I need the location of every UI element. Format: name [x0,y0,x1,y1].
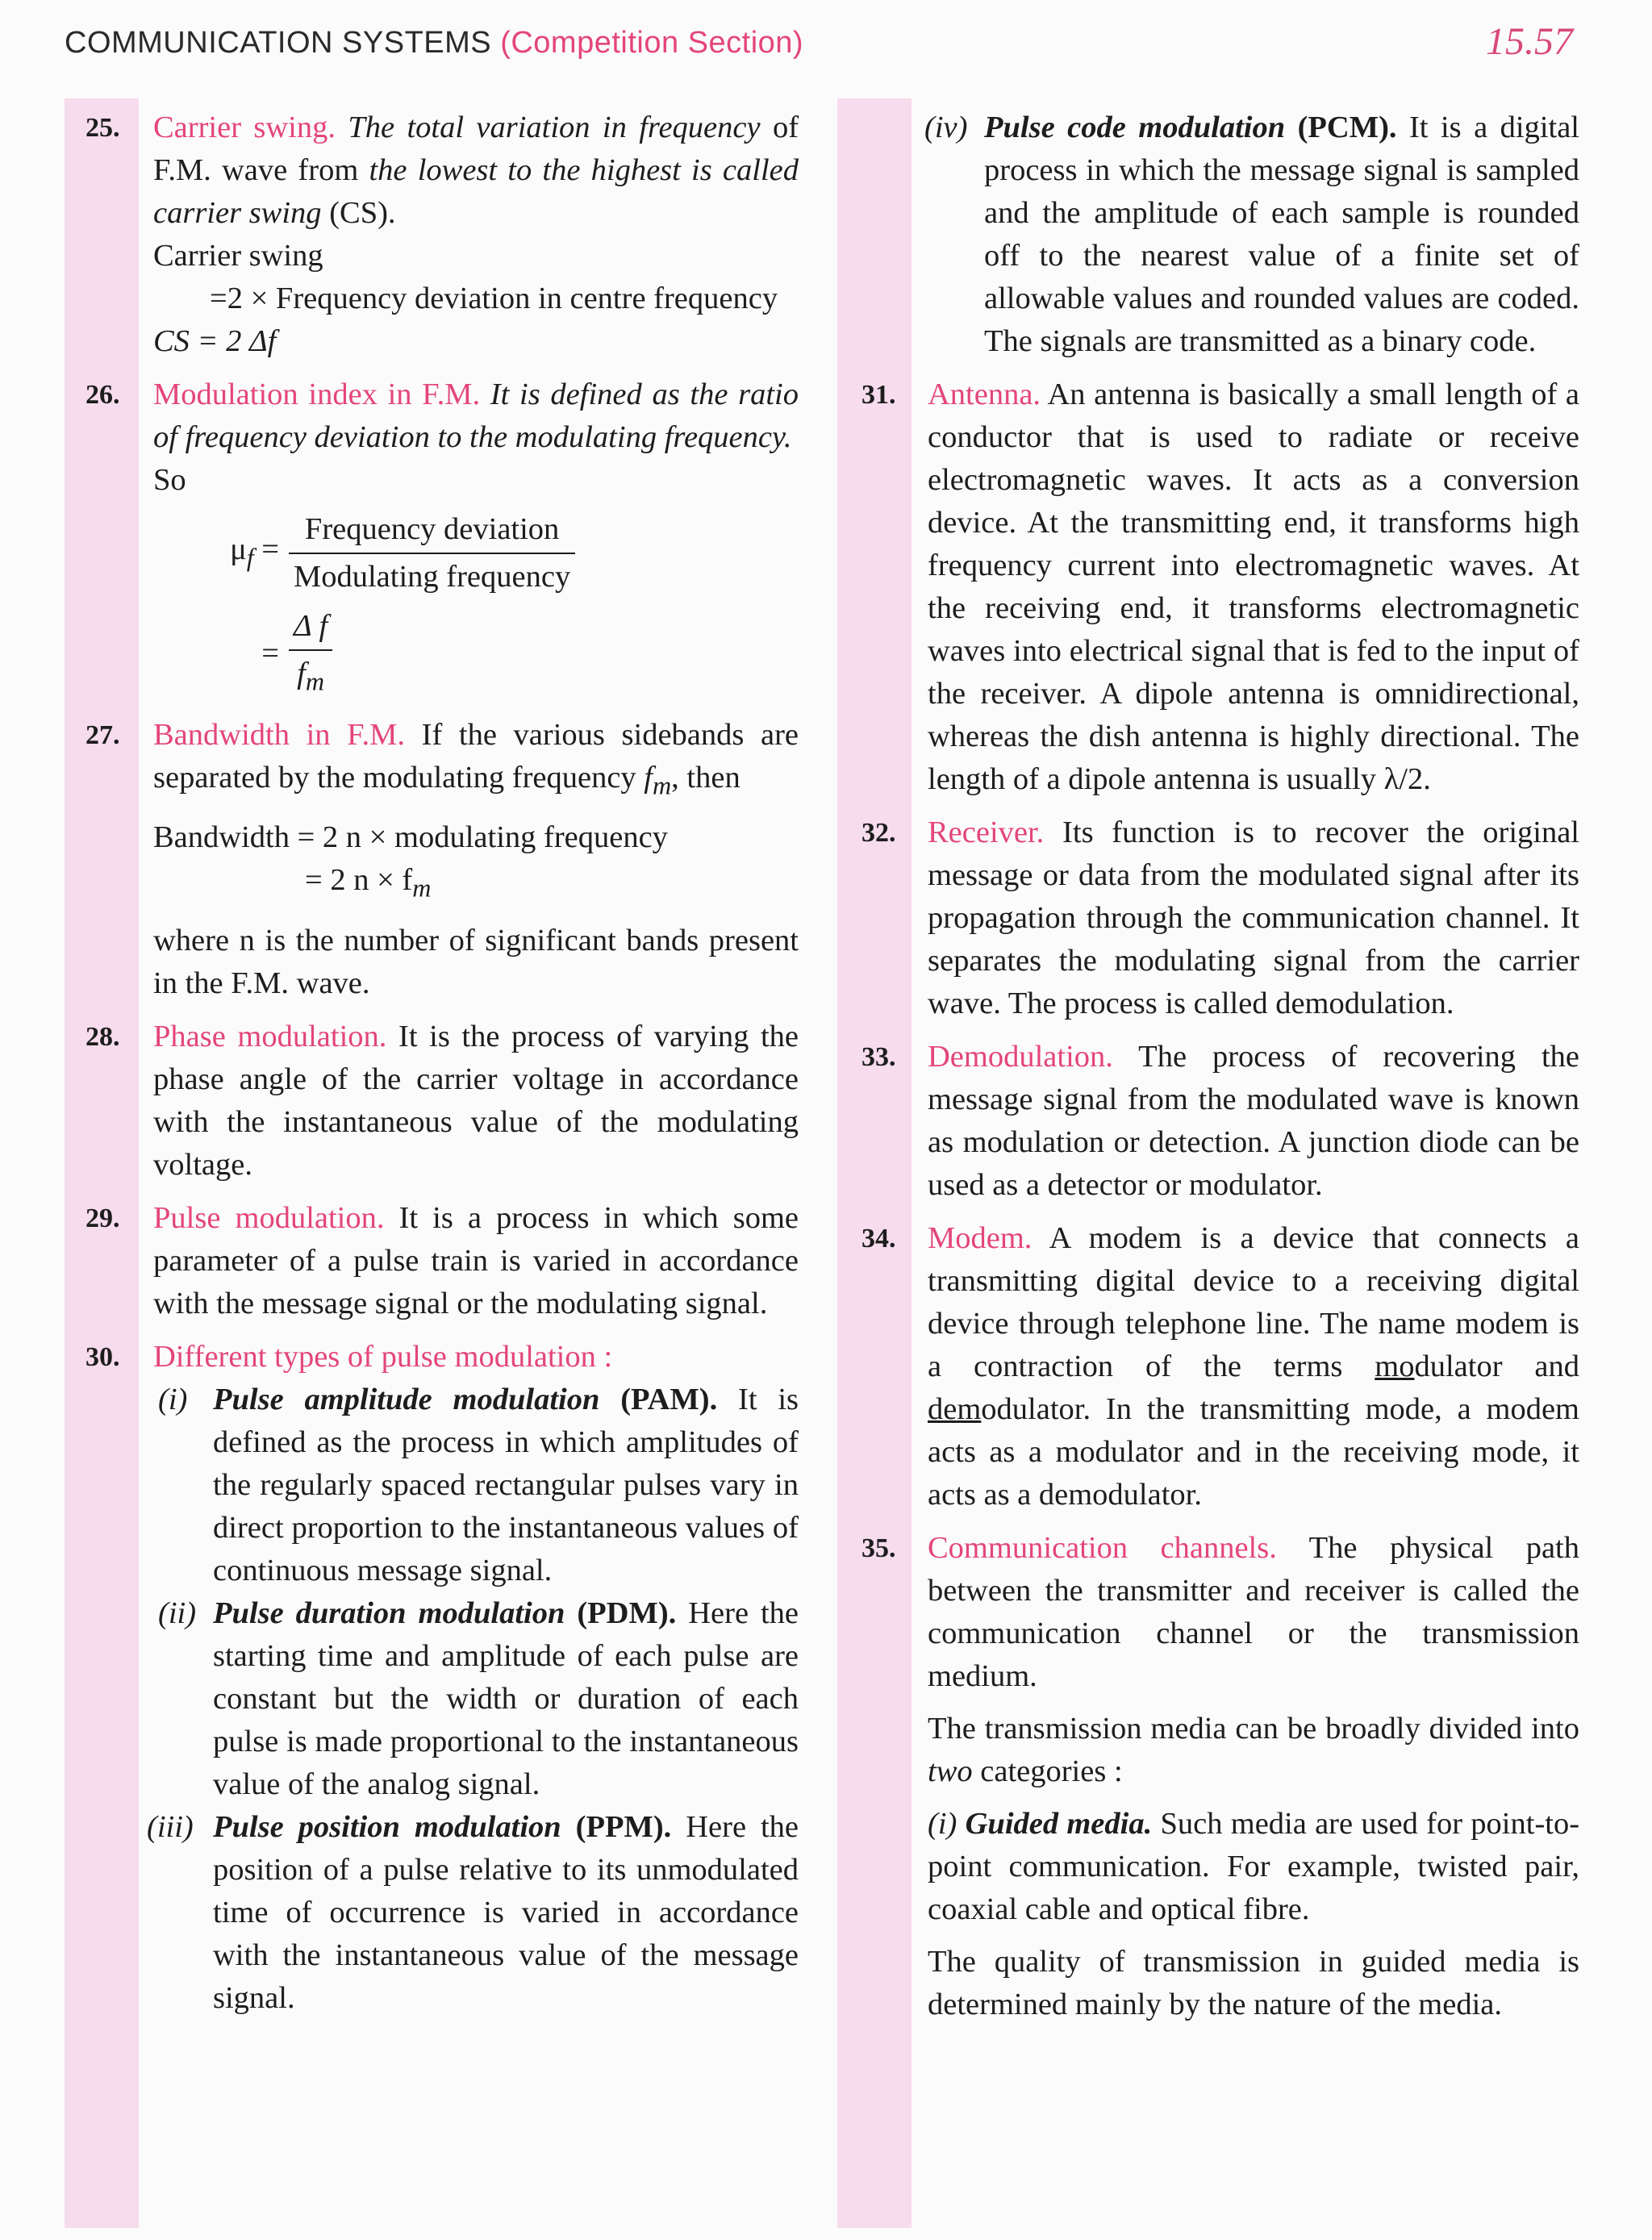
paragraph-text: Such media are used for point-to-point communication. For example, twisted pair, coaxial cable and optical fibre. [928,1807,1580,1926]
item-number: 26. [86,380,120,410]
symbol-fm [644,760,672,800]
definition-text: An antenna is basically a small length of a conductor that is used to radiate or receive electromagnetic waves. It acts as a conversion device. At the transmitting end, it transforms high frequency current into electromagnetic waves. At the receiving end, it transforms electromagnetic waves into electrical signal that is fed to the input of the receiver. A dipole antenna is omnidirectional, whereas the dish antenna is highly directional. The length of a dipole antenna is usually λ/2. [928,378,1579,796]
item-34 [839,1217,1579,1516]
formula-line: Carrier swing [153,239,323,273]
item-number: 25. [86,113,120,143]
denominator [289,651,332,703]
sub-label: (ii) [158,1596,197,1631]
sub-item-pcm [839,106,1579,363]
term: Different types of pulse modulation : [153,1340,613,1374]
guided-media-paragraph [928,1803,1579,1931]
mu-symbol: μ [230,532,247,566]
underlined-syllable: mo [1375,1349,1415,1383]
sub-text [213,1592,799,1806]
sub-heading: Guided media. [965,1807,1153,1841]
item-number: 33. [861,1042,896,1072]
denominator-symbol: f [297,657,306,690]
numerator: Frequency deviation [289,508,575,554]
item-33 [839,1036,1579,1207]
item-27 [65,714,799,1005]
term: Modem. [928,1221,1032,1255]
definition-text: Here the position of a pulse relative to its unmodulated time of occurrence is varied in accordance with the instantaneous value of the message signal. [213,1810,799,2016]
item-number: 29. [86,1203,120,1234]
item-text [928,373,1579,801]
term: Carrier swing. [153,111,336,144]
sub-item-pam [153,1379,799,1592]
definition-text: If the various sidebands are separated by the modulating frequency [153,717,799,795]
paragraph: The quality of transmission in guided media is determined mainly by the nature of the media. [928,1945,1579,2021]
item-number: 32. [861,818,896,848]
sub-heading: Pulse amplitude modulation [213,1383,600,1417]
fraction [289,508,575,599]
sub-item-ppm [147,1806,799,2020]
term: Bandwidth in F.M. [153,717,405,752]
definition-text: , then [671,760,740,795]
item-text [153,714,799,807]
item-number: 27. [86,720,120,750]
term: Modulation index in F.M. [153,378,481,411]
term: Antenna. [928,378,1041,411]
definition-text: The physical path between the transmitter and receiver is called the communication channel or the transmission medium. [928,1531,1579,1693]
formula-lhs: $\mu_f$ = [230,532,279,572]
item-31 [839,373,1579,801]
definition-text: odulator. In the transmitting mode, a modem acts as a modulator and in the receiving mode, it acts as a demodulator. [928,1392,1579,1512]
sub-label: (i) [928,1807,957,1841]
item-28 [65,1016,799,1187]
sub-text [984,106,1579,363]
page-number: 15.57 [1486,20,1573,63]
definition-text: It is defined as the ratio of frequency deviation to the modulating frequency. [153,378,799,454]
left-column [65,106,799,2030]
running-head [65,26,803,60]
term: Pulse modulation. [153,1201,385,1236]
sub-label: (i) [158,1383,188,1417]
definition-text: dulator and [1414,1349,1579,1383]
paragraph [928,1708,1579,1793]
definition-text: The total variation in frequency [348,111,761,144]
formula-mu-f [153,508,799,599]
sub-label: (iii) [147,1810,194,1845]
formula-line [153,859,799,910]
item-25 [65,106,799,363]
chapter-title: COMMUNICATION SYSTEMS [65,26,492,60]
definition-text: (CS). [329,196,396,230]
abbreviation: (PCM). [1297,111,1397,144]
paragraph-text: The transmission media can be broadly divided into [928,1712,1579,1746]
item-number: 35. [861,1533,896,1563]
abbreviation: (PPM). [575,1810,672,1845]
paragraph-text: categories : [980,1754,1123,1788]
formula-text: = 2 n × f [305,863,413,898]
abbreviation: (PAM). [620,1383,718,1417]
item-number: 30. [86,1342,120,1373]
item-30 [65,1336,799,2020]
item-32 [839,811,1579,1025]
term: Receiver. [928,815,1045,849]
definition-text: It is a digital process in which the message signal is sampled and the amplitude of each sample is rounded off to the nearest value of a finite set of allowable values and rounded values are coded. The signals are transmitted as a binary code. [984,111,1579,358]
page-header [65,20,1573,82]
sub-text [213,1806,799,2020]
item-29 [65,1197,799,1325]
formula-line: CS = 2 Δf [153,324,277,358]
formula-line: Bandwidth = 2 n × modulating frequency [153,820,668,855]
sub-item-pdm [153,1592,799,1806]
subscript: m [412,874,432,903]
item-text [153,1197,799,1325]
section-label: (Competition Section) [500,26,804,60]
item-number: 34. [861,1224,896,1253]
numerator: Δ f [289,605,332,651]
item-text [153,373,799,459]
item-text [928,811,1579,1025]
definition-text: It is the process of varying the phase angle of the carrier voltage in accordance with the instantaneous value of the modulating voltage. [153,1020,799,1183]
symbol: f [644,760,653,795]
subscript: m [653,770,672,800]
item-text [928,1036,1579,1207]
definition-text: A modem is a device that connects a transmitting digital device to a receiving digital device through telephone line. The name modem is a contraction of the terms [928,1221,1579,1383]
underlined-syllable: dem [928,1392,982,1426]
emphasis: two [928,1754,973,1788]
where-text: where n is the number of significant bands present in the F.M. wave. [153,924,799,1001]
subscript: m [305,666,325,696]
definition-text: of F.M. wave from [153,111,799,187]
definition-text: The process of recovering the message signal from the modulated wave is known as modulation or detection. A junction diode can be used as a detector or modulator. [928,1040,1579,1202]
definition-text: the lowest to the highest is called carrier swing [153,153,799,230]
item-text [928,1527,1579,1698]
item-35 [839,1527,1579,2026]
sub-label: (iv) [924,111,968,144]
item-text [153,106,799,235]
formula-delta-f [153,605,799,703]
definition-text: It is a process in which some parameter of a pulse train is varied in accordance with the message signal or the modulating signal. [153,1201,799,1321]
definition-text: Here the starting time and amplitude of each pulse are constant but the width or duration of each pulse is made proportional to the instantaneous value of the analog signal. [213,1596,799,1802]
formula-line: =2 × Frequency deviation in centre frequency [210,282,778,315]
subscript: f [246,542,254,572]
fraction [289,605,332,703]
definition-text: It is defined as the process in which amplitudes of the regularly spaced rectangular pulses vary in direct proportion to the instantaneous values of continuous message signal. [213,1383,799,1588]
term: Demodulation. [928,1040,1113,1074]
item-text [928,1217,1579,1516]
item-26 [65,373,799,703]
item-text [153,1016,799,1187]
item-number: 28. [86,1022,120,1053]
right-column [839,106,1579,2037]
sub-text [213,1379,799,1592]
term: Phase modulation. [153,1020,387,1054]
sub-heading: Pulse position modulation [213,1810,561,1845]
sub-heading: Pulse code modulation [984,111,1286,144]
definition-text: Its function is to recover the original message or data from the modulated signal after its propagation through the communication channel. It separates the modulating signal from the carrier wave. The process is called demodulation. [928,815,1580,1020]
so-text: So [153,463,186,497]
denominator: Modulating frequency [294,560,571,594]
item-number: 31. [861,380,896,410]
sub-heading: Pulse duration modulation [213,1596,565,1631]
abbreviation: (PDM). [577,1596,677,1631]
term: Communication channels. [928,1531,1277,1565]
equals-sign: = [261,636,279,671]
